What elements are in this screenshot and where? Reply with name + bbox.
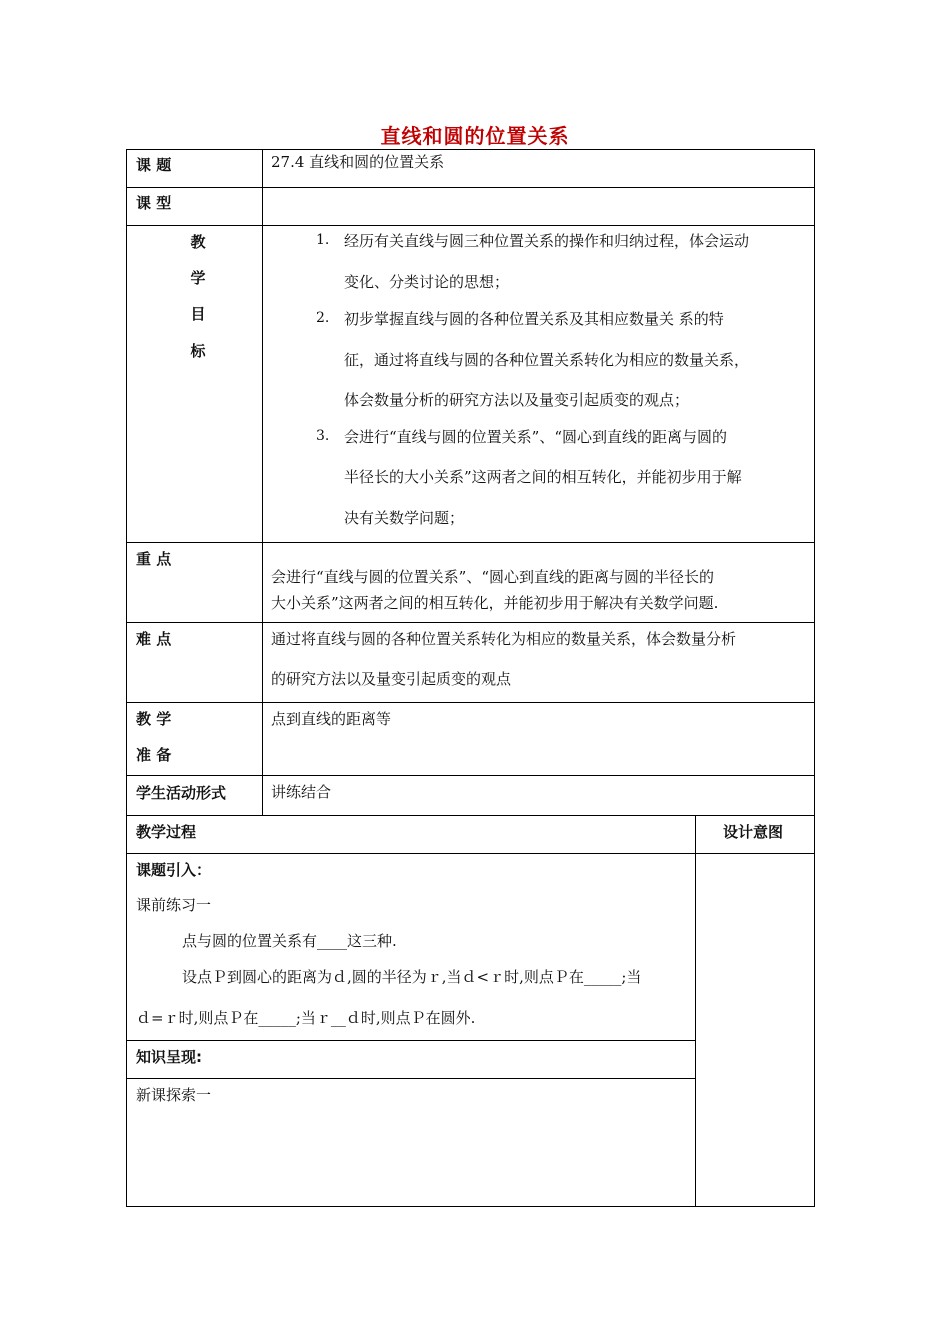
type-label: 课 型	[136, 194, 172, 212]
activity-label: 学生活动形式	[136, 784, 227, 802]
key-point-line: 大小关系”这两者之间的相互转化，并能初步用于解决有关数学问题.	[271, 594, 719, 612]
label-column-divider	[262, 149, 263, 815]
objective-number: 3.	[316, 428, 330, 444]
row-divider	[126, 187, 815, 188]
objective-line: 半径长的大小关系”这两者之间的相互转化，并能初步用于解	[344, 468, 742, 486]
key-point-line: 会进行“直线与圆的位置关系”、“圆心到直线的距离与圆的半径长的	[271, 568, 715, 586]
activity-value: 讲练结合	[271, 783, 332, 801]
objectives-label-char: 目	[190, 305, 206, 323]
objective-line: 初步掌握直线与圆的各种位置关系及其相应数量关 系的特	[344, 310, 724, 328]
objective-line: 变化、分类讨论的思想；	[344, 273, 510, 291]
objective-number: 1.	[316, 232, 330, 248]
topic-label: 课 题	[136, 156, 172, 174]
question-2-line: 设点Ｐ到圆心的距离为ｄ,圆的半径为ｒ,当ｄ<ｒ时,则点Ｐ在_____;当	[182, 968, 642, 986]
process-header: 教学过程	[136, 823, 197, 841]
question-2-line: ｄ=ｒ时,则点Ｐ在_____;当ｒ__ｄ时,则点Ｐ在圆外.	[136, 1009, 476, 1027]
preparation-value: 点到直线的距离等	[271, 710, 392, 728]
objectives-label-char: 教	[190, 233, 206, 251]
row-divider	[126, 622, 815, 623]
intro-label: 课题引入：	[136, 861, 212, 879]
objectives-label-char: 标	[190, 342, 206, 360]
row-divider	[126, 815, 815, 816]
page-title: 直线和圆的位置关系	[380, 124, 570, 148]
key-point-label: 重 点	[136, 550, 172, 568]
difficulty-label: 难 点	[136, 630, 172, 648]
objective-line: 经历有关直线与圆三种位置关系的操作和归纳过程，体会运动	[344, 232, 750, 250]
row-divider	[126, 702, 815, 703]
row-divider	[126, 225, 815, 226]
topic-value: 27.4 直线和圆的位置关系	[271, 153, 445, 171]
row-divider	[126, 853, 815, 854]
row-divider	[126, 775, 815, 776]
row-divider	[126, 542, 815, 543]
objective-line: 会进行“直线与圆的位置关系”、“圆心到直线的距离与圆的	[344, 428, 728, 446]
question-1: 点与圆的位置关系有____这三种.	[182, 932, 397, 950]
objective-line: 征，通过将直线与圆的各种位置关系转化为相应的数量关系，	[344, 351, 750, 369]
objective-number: 2.	[316, 310, 330, 326]
difficulty-line: 通过将直线与圆的各种位置关系转化为相应的数量关系，体会数量分析	[271, 630, 737, 648]
difficulty-line: 的研究方法以及量变引起质变的观点	[271, 670, 512, 688]
design-intent-header: 设计意图	[723, 823, 784, 841]
knowledge-label: 知识呈现:	[136, 1048, 202, 1066]
warmup-title: 课前练习一	[136, 896, 212, 914]
objective-line: 体会数量分析的研究方法以及量变引起质变的观点；	[344, 391, 690, 409]
objectives-label-char: 学	[190, 269, 206, 287]
explore-title: 新课探索一	[136, 1086, 212, 1104]
row-divider	[126, 1078, 695, 1079]
preparation-label: 准 备	[136, 746, 172, 764]
preparation-label: 教 学	[136, 710, 172, 728]
objective-line: 决有关数学问题；	[344, 509, 465, 527]
row-divider	[126, 1040, 695, 1041]
design-column-divider	[695, 815, 696, 1207]
